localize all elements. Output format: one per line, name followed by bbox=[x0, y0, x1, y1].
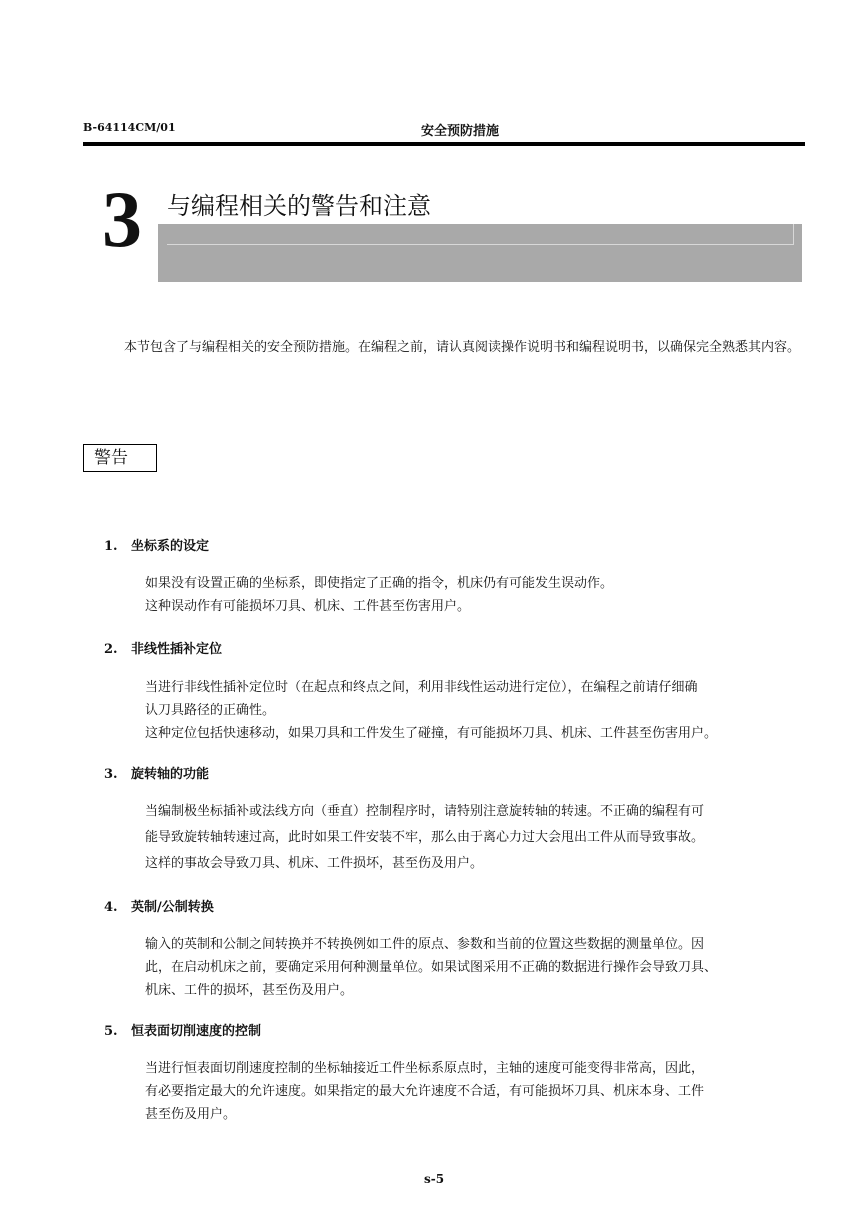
item-line: 这种误动作有可能损坏刀具、机床、工件甚至伤害用户。 bbox=[145, 599, 471, 614]
item-line: 能导致旋转轴转速过高，此时如果工件安装不牢，那么由于离心力过大会甩出工件从而导致事故。 bbox=[145, 830, 705, 845]
document-code: B-64114CM/01 bbox=[83, 121, 176, 134]
item-number: 2. bbox=[104, 642, 118, 657]
item-line: 输入的英制和公制之间转换并不转换例如工件的原点、参数和当前的位置这些数据的测量单位。因 bbox=[145, 937, 705, 952]
item-line: 如果没有设置正确的坐标系，即使指定了正确的指令，机床仍有可能发生误动作。 bbox=[145, 576, 614, 591]
chapter-title-bar-highlight bbox=[167, 224, 794, 245]
item-body bbox=[145, 933, 805, 1002]
item-line: 当进行恒表面切削速度控制的坐标轴接近工件坐标系原点时，主轴的速度可能变得非常高，因此， bbox=[145, 1061, 705, 1076]
item-line: 机床、工件的损坏，甚至伤及用户。 bbox=[145, 983, 354, 998]
item-line: 甚至伤及用户。 bbox=[145, 1107, 237, 1122]
item-body bbox=[145, 572, 805, 618]
item-line: 当编制极坐标插补或法线方向（垂直）控制程序时，请特别注意旋转轴的转速。不正确的编程有可 bbox=[145, 804, 705, 819]
item-number: 1. bbox=[104, 539, 118, 554]
item-number: 4. bbox=[104, 900, 118, 915]
item-line: 认刀具路径的正确性。 bbox=[145, 703, 276, 718]
item-title-text: 坐标系的设定 bbox=[131, 539, 210, 554]
item-number: 3. bbox=[104, 767, 118, 782]
item-title-text: 旋转轴的功能 bbox=[131, 767, 210, 782]
page-number: s-5 bbox=[424, 1172, 445, 1186]
intro-paragraph: 本节包含了与编程相关的安全预防措施。在编程之前，请认真阅读操作说明书和编程说明书，以确保完全熟悉其内容。 bbox=[124, 340, 801, 355]
item-title-text: 非线性插补定位 bbox=[131, 642, 223, 657]
item-body bbox=[145, 1057, 805, 1126]
item-title-text: 恒表面切削速度的控制 bbox=[131, 1024, 262, 1039]
header-section-title: 安全预防措施 bbox=[421, 124, 500, 139]
item-body bbox=[145, 676, 805, 745]
chapter-title: 与编程相关的警告和注意 bbox=[167, 192, 431, 220]
item-title bbox=[104, 638, 222, 657]
item-title bbox=[104, 763, 209, 782]
item-line: 这样的事故会导致刀具、机床、工件损坏，甚至伤及用户。 bbox=[145, 856, 484, 871]
item-number: 5. bbox=[104, 1024, 118, 1039]
item-title-text: 英制/公制转换 bbox=[131, 900, 214, 915]
item-line: 此，在启动机床之前，要确定采用何种测量单位。如果试图采用不正确的数据进行操作会导致刀具、 bbox=[145, 960, 718, 975]
warning-label: 警告 bbox=[83, 444, 157, 472]
chapter-number: 3 bbox=[102, 176, 142, 264]
item-title bbox=[104, 896, 214, 915]
item-line: 有必要指定最大的允许速度。如果指定的最大允许速度不合适，有可能损坏刀具、机床本身、工件 bbox=[145, 1084, 705, 1099]
item-body bbox=[145, 799, 805, 877]
header-rule bbox=[83, 142, 805, 146]
item-title bbox=[104, 535, 209, 554]
item-title bbox=[104, 1020, 261, 1039]
item-line: 这种定位包括快速移动，如果刀具和工件发生了碰撞，有可能损坏刀具、机床、工件甚至伤害用户。 bbox=[145, 726, 718, 741]
item-line: 当进行非线性插补定位时（在起点和终点之间，利用非线性运动进行定位），在编程之前请仔细确 bbox=[145, 680, 698, 695]
